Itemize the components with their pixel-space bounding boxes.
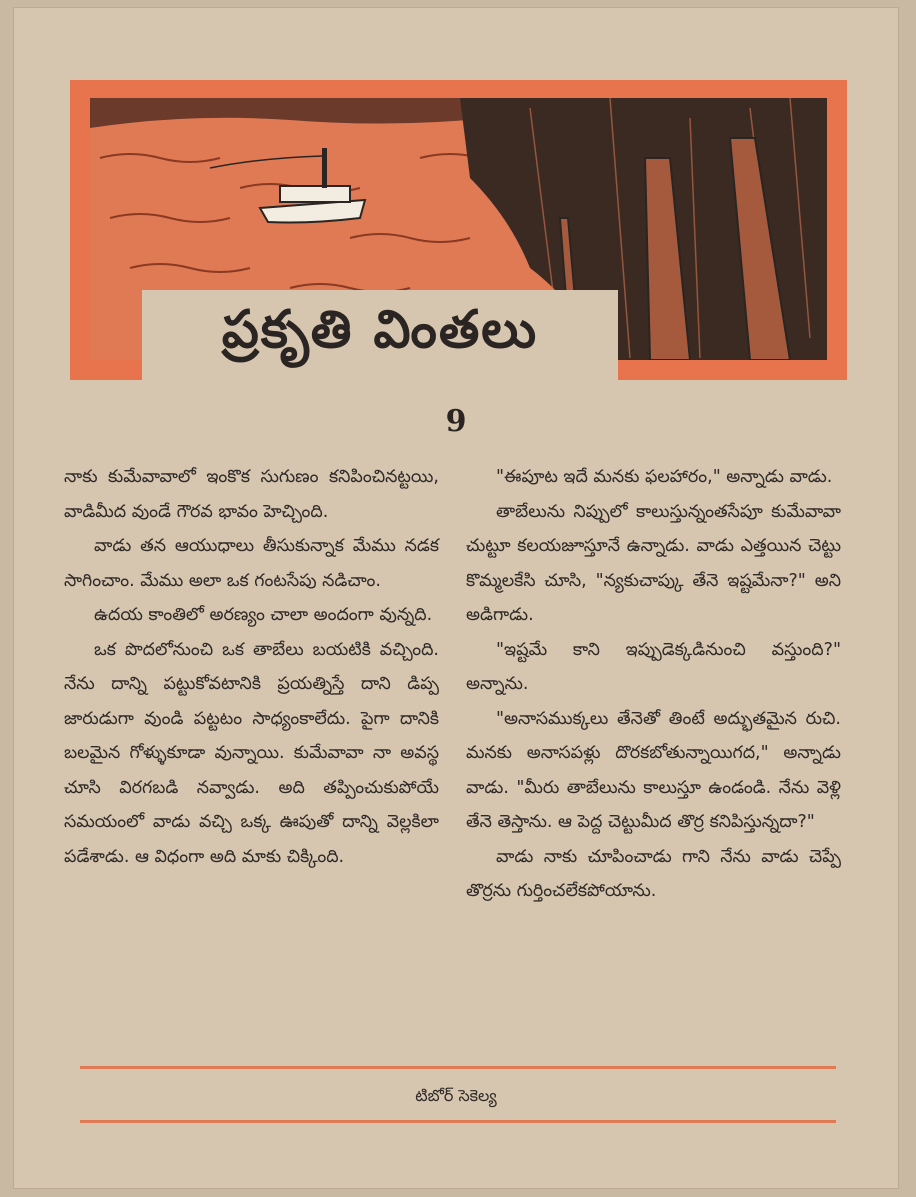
paragraph: ఉదయ కాంతిలో అరణ్యం చాలా అందంగా వున్నది. [94,605,433,625]
paragraph: "అనాసముక్కలు తేనెతో తింటే అద్భుతమైన రుచి. మనకు అనాసపళ్లు దొరకబోతున్నాయిగద," అన్నాడు వాడు. "మీరు తాబేలును కాలుస్తూ ఉండండి. నేను వెళ్లి తేనె తెస్తాను. ఆ పెద్ద చెట్టుమీద తొర్ర కనిపిస్తున్నదా?" [466,708,841,832]
paragraph: "ఈపూట ఇదే మనకు ఫలహారం," అన్నాడు వాడు. [496,467,833,487]
divider-bottom [80,1120,836,1123]
left-column [64,460,439,874]
header-banner [70,80,847,380]
paragraph: నాకు కుమేవావాలో ఇంకొక సుగుణం కనిపించినట్టయి, వాడిమీద వుండే గౌరవ భావం హెచ్చింది. [64,467,439,522]
paragraph: "ఇష్టమే కాని ఇప్పుడెక్కడినుంచి వస్తుంది?" అన్నాను. [466,639,841,694]
page-title: ప్రకృతి వింతలు [221,300,539,360]
paragraph: వాడు తన ఆయుధాలు తీసుకున్నాక మేము నడక సాగించాం. మేము అలా ఒక గంటసేపు నడిచాం. [64,536,439,591]
chapter-number: 9 [445,404,467,439]
page [14,8,898,1188]
title-box [142,290,618,380]
author-credit: టిబోర్ సెకెల్య [415,1086,497,1105]
divider-top [80,1066,836,1069]
right-column [466,460,841,909]
paragraph: తాబేలును నిప్పులో కాలుస్తున్నంతసేపూ కుమేవావా చుట్టూ కలయజూస్తూనే ఉన్నాడు. వాడు ఎత్తయిన చెట్టు కొమ్మలకేసి చూసి, "న్యకుచాప్కు తేనె ఇష్టమేనా?" అని అడిగాడు. [466,501,841,625]
paragraph: వాడు నాకు చూపించాడు గాని నేను వాడు చెప్పే తొర్రను గుర్తించలేకపోయాను. [466,846,841,901]
paragraph: ఒక పొదలోనుంచి ఒక తాబేలు బయటికి వచ్చింది. నేను దాన్ని పట్టుకోవటానికి ప్రయత్నిస్తే దాని డిప్ప జారుడుగా వుండి పట్టటం సాధ్యంకాలేదు. పైగా దానికి బలమైన గోళ్ళుకూడా వున్నాయి. కుమేవావా నా అవస్థ చూసి విరగబడి నవ్వాడు. అది తప్పించుకుపోయే సమయంలో వాడు వచ్చి ఒక్క ఊపుతో దాన్ని వెల్లకిలా పడేశాడు. ఆ విధంగా అది మాకు చిక్కింది. [64,639,439,867]
